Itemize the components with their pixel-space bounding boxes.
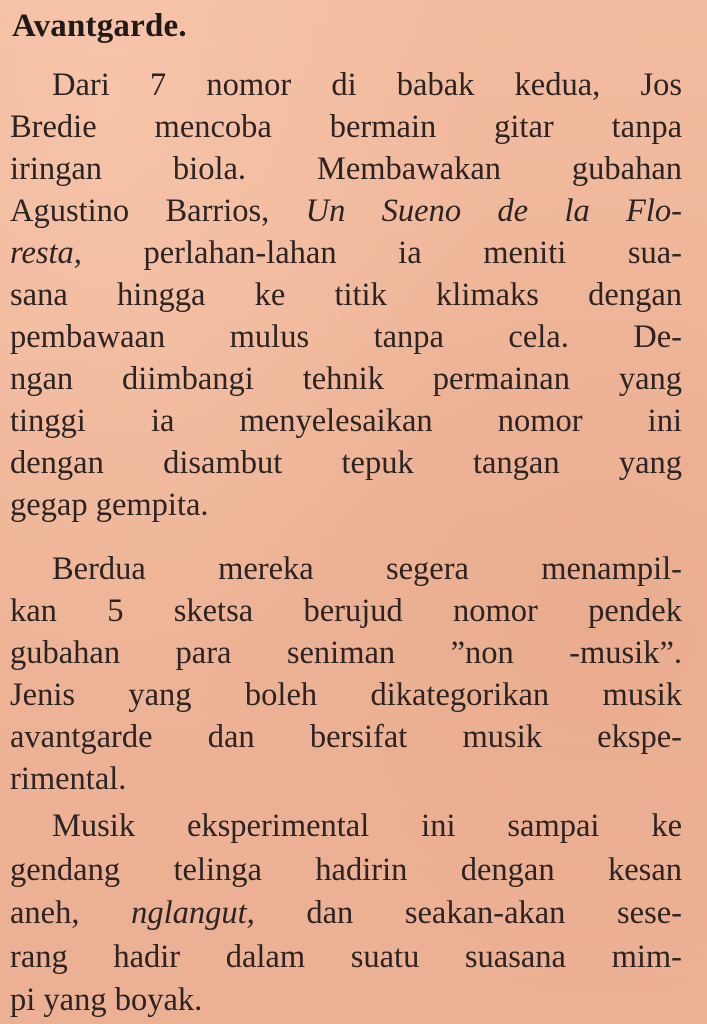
paragraph-1 bbox=[10, 64, 682, 526]
italic-term: nglangut, bbox=[131, 895, 255, 931]
paragraph-2-line-1: Berdua mereka segera menampil- bbox=[52, 551, 682, 587]
paragraph-2-line-3: gubahan para seniman ”non -musik”. bbox=[10, 635, 682, 671]
paragraph-1-line-2: Bredie mencoba bermain gitar tanpa bbox=[10, 109, 682, 145]
paragraph-3 bbox=[10, 805, 682, 1023]
paragraph-2-line-5: avantgarde dan bersifat musik ekspe- bbox=[10, 719, 682, 755]
paragraph-2-line-2: kan 5 sketsa berujud nomor pendek bbox=[10, 593, 682, 629]
paragraph-3-line-4: rang hadir dalam suatu suasana mim- bbox=[10, 938, 682, 975]
paragraph-3-line-1: Musik eksperimental ini sampai ke bbox=[52, 808, 682, 844]
paragraph-1-line-8: ngan diimbangi tehnik permainan yang bbox=[10, 361, 682, 397]
paragraph-2 bbox=[10, 548, 682, 800]
work-title-part-2: resta, bbox=[10, 235, 82, 271]
paragraph-1-line-10: dengan disambut tepuk tangan yang bbox=[10, 445, 682, 481]
paragraph-1-line-5: resta, perlahan-lahan ia meniti sua- bbox=[10, 235, 682, 271]
paragraph-3-line-5: pi yang boyak. bbox=[10, 982, 203, 1018]
work-title-part-1: Un Sueno de la Flo- bbox=[305, 193, 682, 229]
paragraph-2-line-6: rimental. bbox=[10, 761, 127, 797]
paragraph-1-line-7: pembawaan mulus tanpa cela. De- bbox=[10, 319, 682, 355]
paragraph-3-line-3: aneh, nglangut, dan seakan-akan sese- bbox=[10, 895, 682, 931]
paragraph-1-line-6: sana hingga ke titik klimaks dengan bbox=[10, 277, 682, 313]
paragraph-1-line-11: gegap gempita. bbox=[10, 487, 209, 523]
paragraph-1-line-3: iringan biola. Membawakan gubahan bbox=[10, 151, 682, 187]
paragraph-1-line-9: tinggi ia menyelesaikan nomor ini bbox=[10, 403, 682, 439]
paragraph-3-line-2: gendang telinga hadirin dengan kesan bbox=[10, 851, 682, 888]
paragraph-1-line-1: Dari 7 nomor di babak kedua, Jos bbox=[52, 67, 682, 103]
paragraph-1-line-4: Agustino Barrios, Un Sueno de la Flo- bbox=[10, 193, 682, 229]
article-heading: Avantgarde. bbox=[12, 8, 187, 44]
paragraph-2-line-4: Jenis yang boleh dikategorikan musik bbox=[10, 677, 682, 713]
